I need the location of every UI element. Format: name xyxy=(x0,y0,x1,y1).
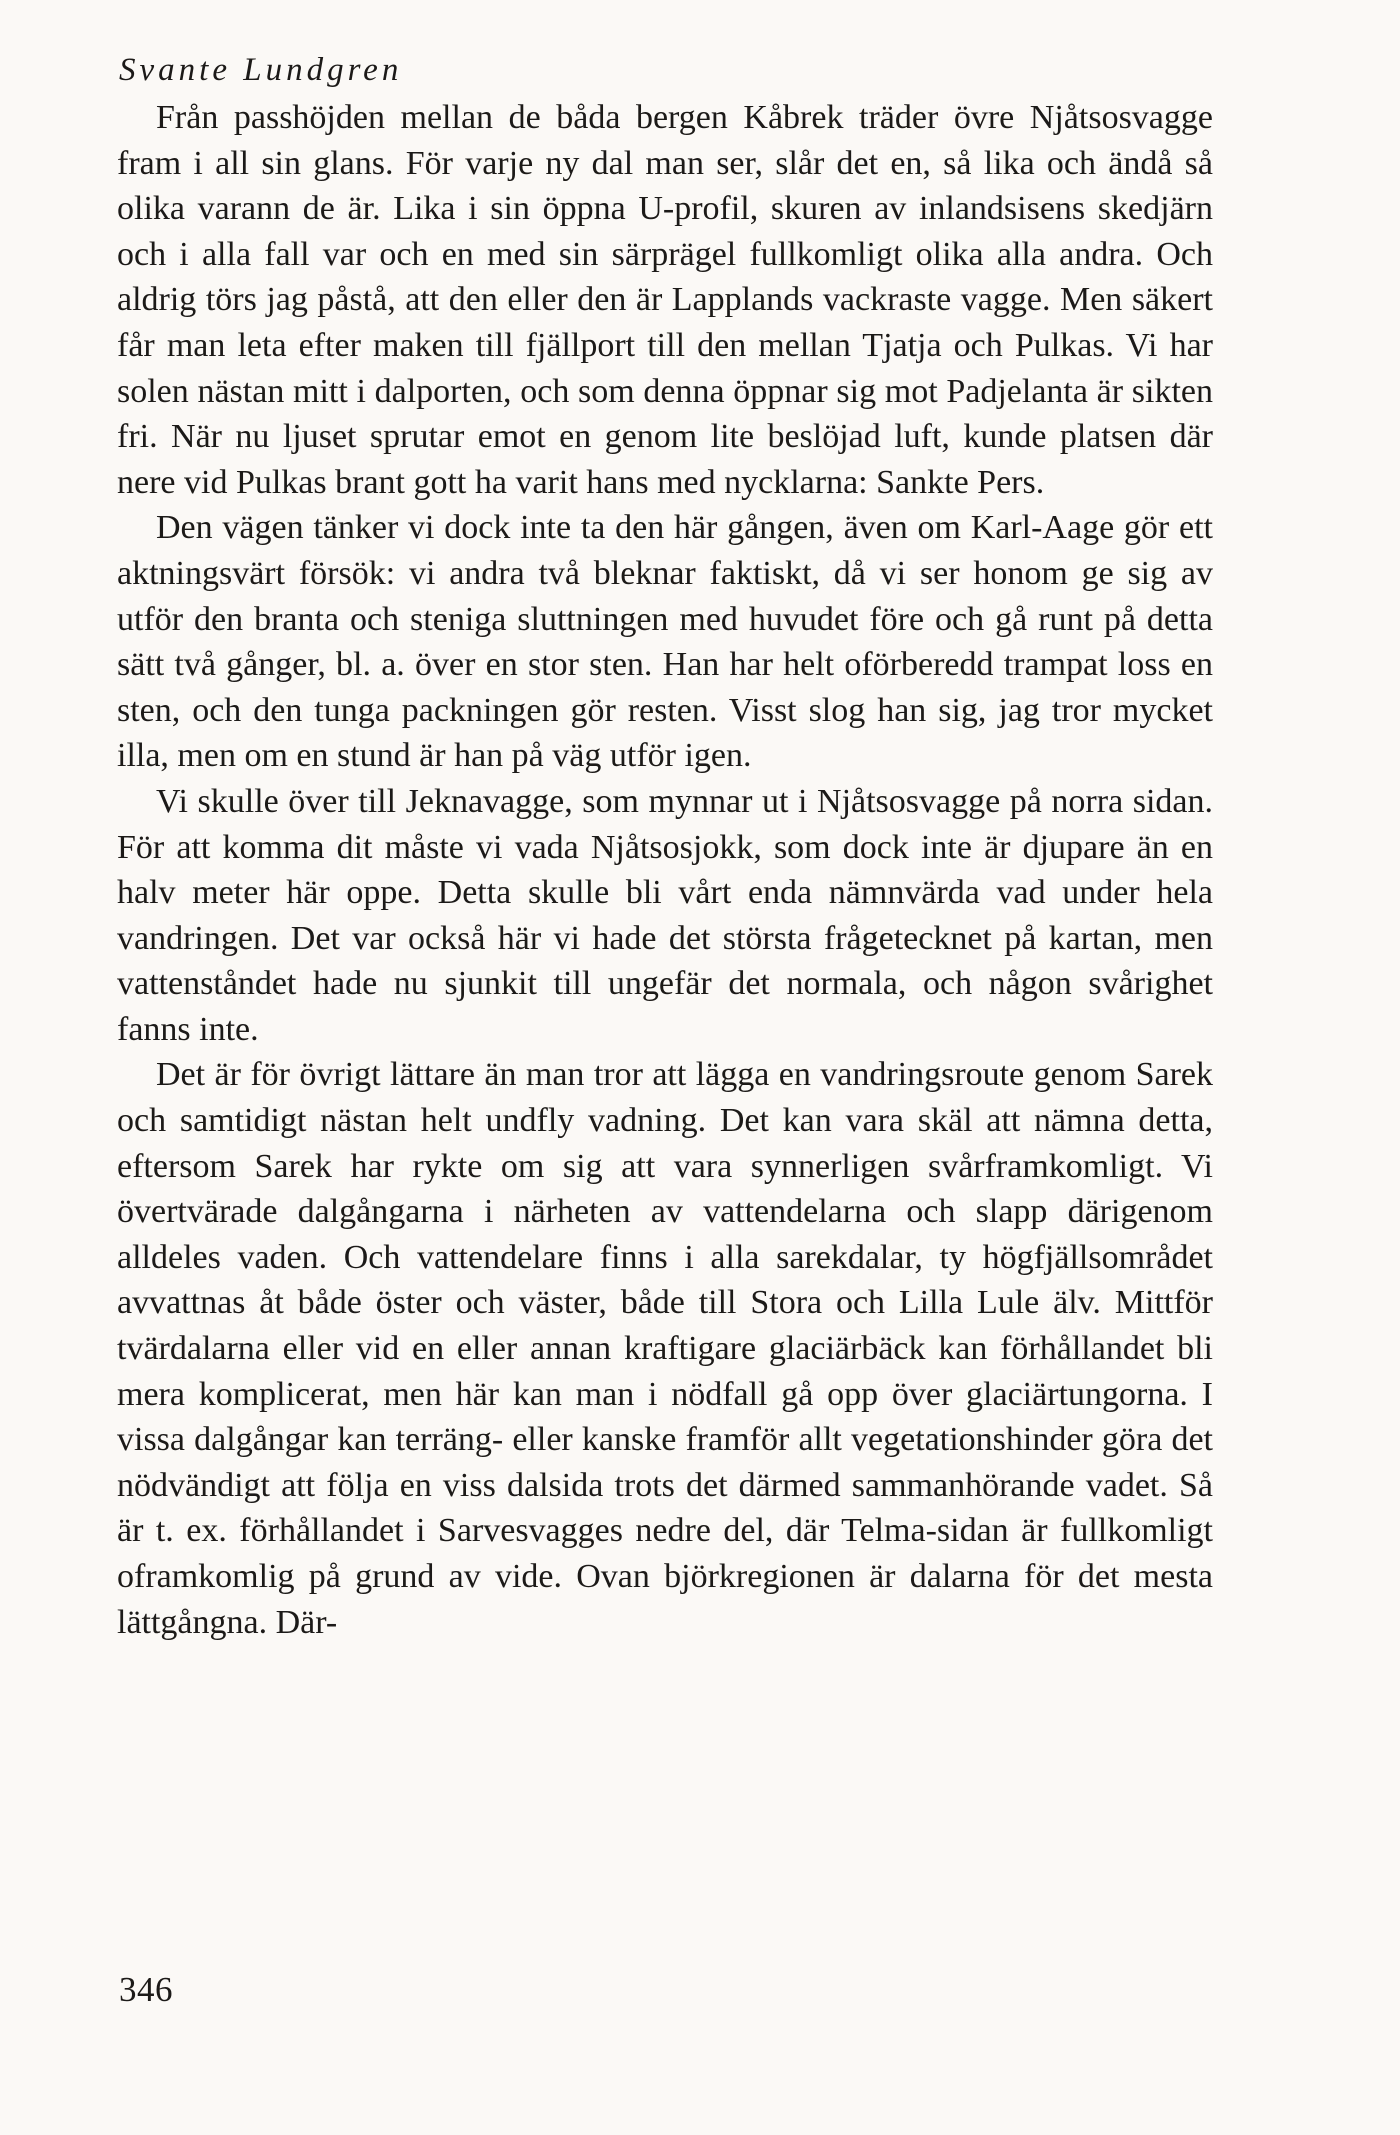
paragraph-4: Det är för övrigt lättare än man tror att lägga en vandringsroute genom Sarek och samtidigt nästan helt undfly vadning. Det kan vara skäl att nämna detta, eftersom Sarek har rykte om sig att vara synnerligen svårframkomligt. Vi övertvärade dalgångarna i närheten av vattendelarna och slapp därigenom alldeles vaden. Och vattendelare finns i alla sarekdalar, ty högfjällsområdet avvattnas åt både öster och väster, både till Stora och Lilla Lule älv. Mittför tvärdalarna eller vid en eller annan kraftigare glaciärbäck kan förhållandet bli mera komplicerat, men här kan man i nödfall gå opp över glaciärtungorna. I vissa dalgångar kan terräng- eller kanske framför allt vegetationshinder göra det nödvändigt att följa en viss dalsida trots det därmed sammanhörande vadet. Så är t. ex. förhållandet i Sarvesvagges nedre del, där Telma-sidan är fullkomligt oframkomlig på grund av vide. Ovan björkregionen är dalarna för det mesta lättgångna. Där- xyxy=(117,1056,1213,1641)
paragraph-3: Vi skulle över till Jeknavagge, som mynnar ut i Njåtsosvagge på norra sidan. För att komma dit måste vi vada Njåtsosjokk, som dock inte är djupare än en halv meter här oppe. Detta skulle bli vårt enda nämnvärda vad under hela vandringen. Det var också här vi hade det största frågetecknet på kartan, men vattenståndet hade nu sjunkit till ungefär det normala, och någon svårighet fanns inte. xyxy=(117,782,1213,1048)
paragraph-2: Den vägen tänker vi dock inte ta den här gången, även om Karl-Aage gör ett aktningsvärt försök: vi andra två bleknar faktiskt, då vi ser honom ge sig av utför den branta och steniga sluttningen med huvudet före och gå runt på detta sätt två gånger, bl. a. över en stor sten. Han har helt oförberedd trampat loss en sten, och den tunga packningen gör resten. Visst slog han sig, jag tror mycket illa, men om en stund är han på väg utför igen. xyxy=(117,509,1213,775)
body-text xyxy=(117,95,1213,1645)
page-number: 346 xyxy=(119,1970,173,2009)
running-head-author: Svante Lundgren xyxy=(119,52,403,88)
paragraph-1: Från passhöjden mellan de båda bergen Kåbrek träder övre Njåtsosvagge fram i all sin glans. För varje ny dal man ser, slår det en, så lika och ändå så olika varann de är. Lika i sin öppna U-profil, skuren av inlandsisens skedjärn och i alla fall var och en med sin särprägel fullkomligt olika alla andra. Och aldrig törs jag påstå, att den eller den är Lapplands vackraste vagge. Men säkert får man leta efter maken till fjällport till den mellan Tjatja och Pulkas. Vi har solen nästan mitt i dalporten, och som denna öppnar sig mot Padjelanta är sikten fri. När nu ljuset sprutar emot en genom lite beslöjad luft, kunde platsen där nere vid Pulkas brant gott ha varit hans med nycklarna: Sankte Pers. xyxy=(117,99,1213,501)
book-page xyxy=(117,50,1213,1645)
